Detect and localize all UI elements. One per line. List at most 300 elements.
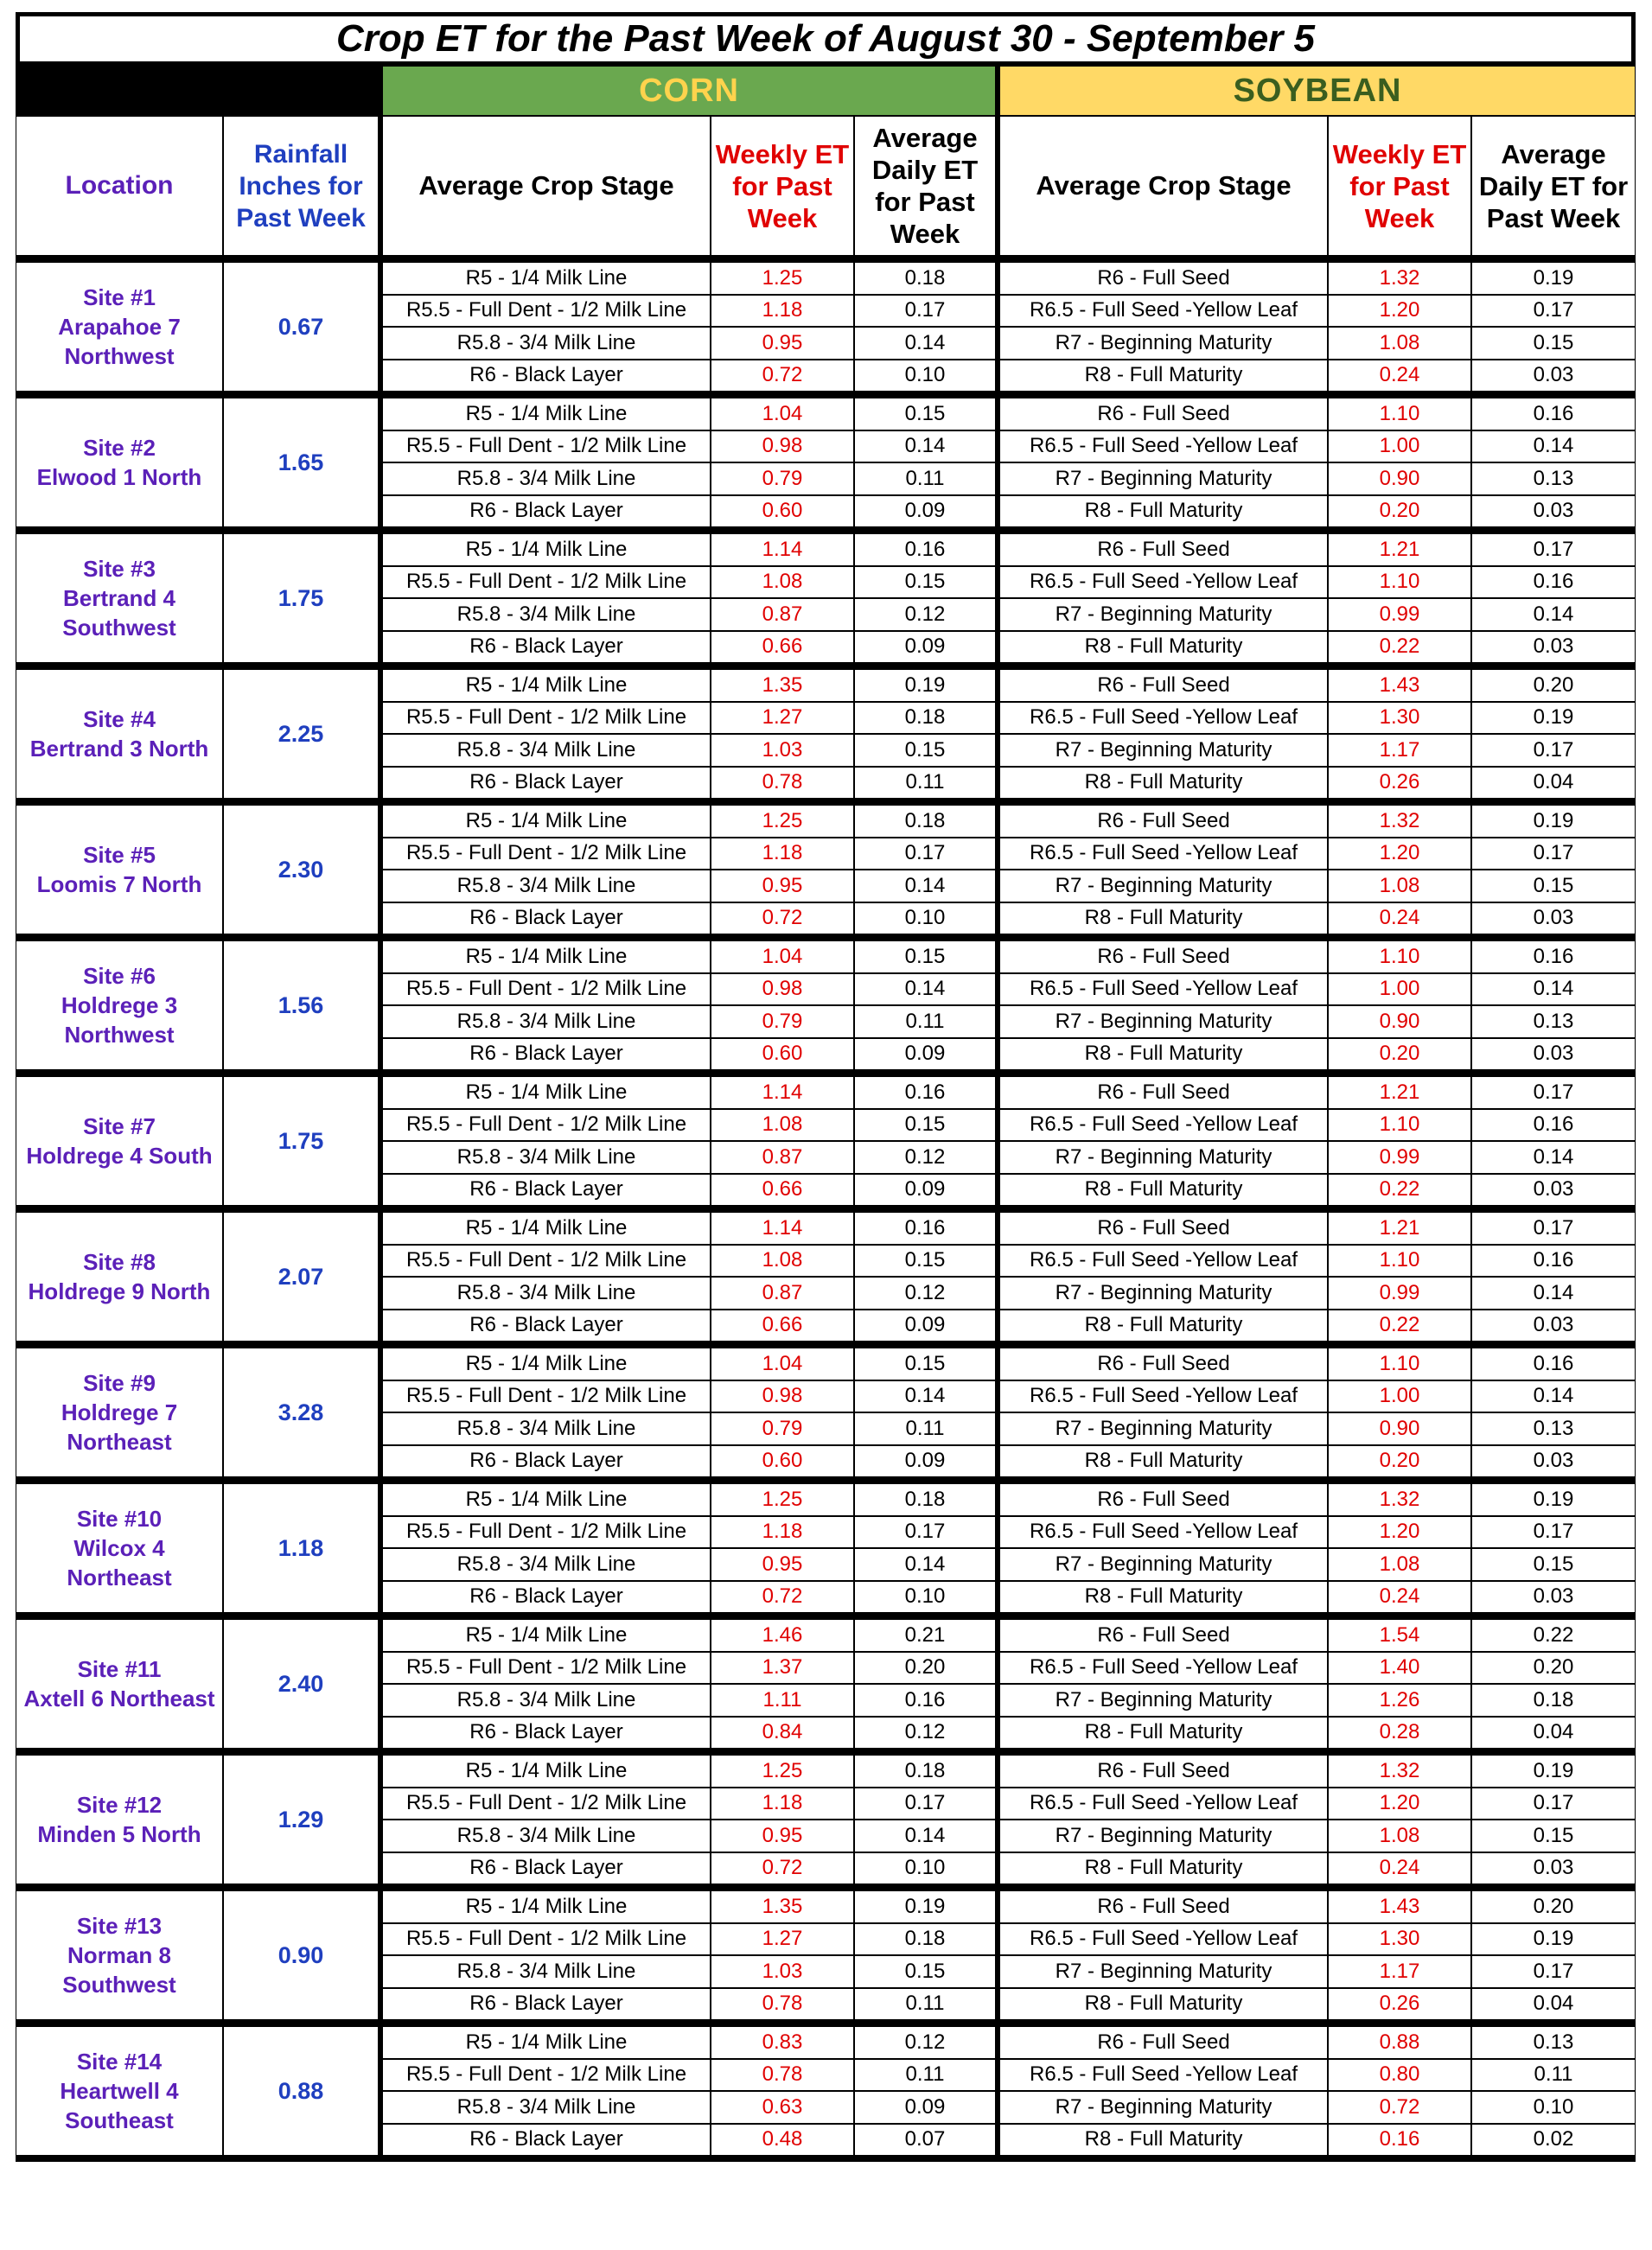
corn-stage: R6 - Black Layer — [379, 1174, 711, 1207]
corn-daily-et: 0.12 — [854, 1277, 996, 1310]
soy-stage: R6 - Full Seed — [996, 2026, 1328, 2059]
blank-header-cell — [16, 66, 379, 116]
soy-stage: R6 - Full Seed — [996, 1076, 1328, 1109]
corn-weekly-et: 0.63 — [711, 2091, 854, 2124]
soy-stage: R6 - Full Seed — [996, 1212, 1328, 1245]
corn-daily-et: 0.15 — [854, 1955, 996, 1988]
corn-weekly-et: 0.78 — [711, 1988, 854, 2021]
site-location-line: Site #5 — [83, 842, 156, 868]
separator-cell — [16, 1206, 1636, 1212]
soy-stage: R6 - Full Seed — [996, 940, 1328, 973]
corn-weekly-et: 0.79 — [711, 1412, 854, 1445]
corn-stage: R5.8 - 3/4 Milk Line — [379, 1005, 711, 1038]
corn-weekly-et: 0.78 — [711, 2059, 854, 2092]
corn-weekly-et: 0.95 — [711, 870, 854, 902]
table-row — [16, 1483, 1636, 1516]
soy-stage: R6.5 - Full Seed -Yellow Leaf — [996, 973, 1328, 1006]
soy-daily-et: 0.16 — [1471, 940, 1636, 973]
corn-daily-et: 0.18 — [854, 805, 996, 838]
soy-weekly-et: 1.54 — [1328, 1619, 1471, 1652]
site-separator — [16, 1613, 1636, 1619]
corn-weekly-et: 1.25 — [711, 805, 854, 838]
separator-cell — [16, 799, 1636, 805]
corn-stage: R5 - 1/4 Milk Line — [379, 1619, 711, 1652]
site-separator — [16, 527, 1636, 533]
site-location-line: Holdrege 3 — [61, 992, 178, 1018]
soy-daily-et: 0.03 — [1471, 1852, 1636, 1885]
corn-daily-et: 0.15 — [854, 1109, 996, 1142]
corn-daily-et: 0.12 — [854, 1141, 996, 1174]
soy-daily-et: 0.17 — [1471, 1788, 1636, 1820]
corn-stage: R5.5 - Full Dent - 1/2 Milk Line — [379, 1516, 711, 1549]
soy-daily-et: 0.17 — [1471, 1955, 1636, 1988]
site-location-line: Southwest — [62, 615, 176, 641]
corn-daily-et: 0.18 — [854, 702, 996, 735]
soy-daily-et: 0.13 — [1471, 2026, 1636, 2059]
separator-cell — [16, 392, 1636, 398]
corn-weekly-et: 0.72 — [711, 1581, 854, 1614]
site-location-line: Minden 5 North — [37, 1821, 201, 1847]
soy-stage: R8 - Full Maturity — [996, 1445, 1328, 1478]
soy-weekly-et: 1.30 — [1328, 1923, 1471, 1956]
site-location-line: Southeast — [65, 2107, 174, 2133]
corn-stage: R5.8 - 3/4 Milk Line — [379, 1548, 711, 1581]
soy-stage: R6.5 - Full Seed -Yellow Leaf — [996, 566, 1328, 599]
site-location-line: Site #1 — [83, 284, 156, 310]
corn-weekly-et: 1.35 — [711, 669, 854, 702]
soy-weekly-et: 0.88 — [1328, 2026, 1471, 2059]
soy-daily-et: 0.20 — [1471, 669, 1636, 702]
corn-daily-et: 0.18 — [854, 1923, 996, 1956]
corn-weekly-et: 1.03 — [711, 1955, 854, 1988]
corn-stage: R5.8 - 3/4 Milk Line — [379, 2091, 711, 2124]
soy-weekly-et: 1.20 — [1328, 1516, 1471, 1549]
corn-weekly-et: 1.04 — [711, 940, 854, 973]
soy-weekly-et: 0.24 — [1328, 1852, 1471, 1885]
soy-stage: R6 - Full Seed — [996, 669, 1328, 702]
corn-weekly-et: 1.04 — [711, 398, 854, 430]
soy-stage: R7 - Beginning Maturity — [996, 1548, 1328, 1581]
soy-weekly-et: 0.90 — [1328, 462, 1471, 495]
corn-daily-et: 0.10 — [854, 1852, 996, 1885]
soy-daily-et: 0.17 — [1471, 1516, 1636, 1549]
corn-daily-et: 0.16 — [854, 1212, 996, 1245]
site-location — [16, 805, 223, 934]
soy-daily-et: 0.15 — [1471, 1820, 1636, 1852]
soy-daily-et: 0.16 — [1471, 1348, 1636, 1380]
corn-daily-et: 0.11 — [854, 462, 996, 495]
separator-cell — [16, 2020, 1636, 2026]
table-row — [16, 805, 1636, 838]
soy-stage: R6 - Full Seed — [996, 533, 1328, 566]
site-separator — [16, 1477, 1636, 1483]
corn-stage: R5.8 - 3/4 Milk Line — [379, 462, 711, 495]
corn-daily-et: 0.18 — [854, 1755, 996, 1788]
corn-daily-et: 0.15 — [854, 940, 996, 973]
soy-stage: R7 - Beginning Maturity — [996, 1955, 1328, 1988]
rainfall-value: 1.65 — [223, 398, 379, 527]
corn-stage: R6 - Black Layer — [379, 1310, 711, 1342]
rainfall-value: 2.07 — [223, 1212, 379, 1342]
corn-daily-et: 0.09 — [854, 1310, 996, 1342]
corn-stage: R5.5 - Full Dent - 1/2 Milk Line — [379, 430, 711, 463]
site-separator — [16, 392, 1636, 398]
soy-weekly-et: 1.10 — [1328, 398, 1471, 430]
soy-daily-et: 0.13 — [1471, 1005, 1636, 1038]
corn-stage: R5 - 1/4 Milk Line — [379, 805, 711, 838]
soy-weekly-et: 1.20 — [1328, 838, 1471, 870]
soy-stage-header: Average Crop Stage — [996, 116, 1328, 256]
site-location — [16, 1076, 223, 1206]
corn-stage: R5.5 - Full Dent - 1/2 Milk Line — [379, 1788, 711, 1820]
soy-daily-et: 0.16 — [1471, 1245, 1636, 1278]
soy-daily-et: 0.04 — [1471, 1717, 1636, 1750]
soy-stage: R7 - Beginning Maturity — [996, 1005, 1328, 1038]
soy-weekly-et: 1.08 — [1328, 1820, 1471, 1852]
rainfall-value: 0.67 — [223, 262, 379, 392]
rainfall-value: 0.88 — [223, 2026, 379, 2156]
corn-daily-et: 0.14 — [854, 1380, 996, 1413]
soy-stage: R8 - Full Maturity — [996, 902, 1328, 935]
corn-daily-et: 0.19 — [854, 1890, 996, 1923]
corn-weekly-et: 0.66 — [711, 1174, 854, 1207]
soy-weekly-et: 0.16 — [1328, 2124, 1471, 2157]
corn-weekly-et: 1.14 — [711, 1076, 854, 1109]
corn-stage: R6 - Black Layer — [379, 767, 711, 800]
soy-stage: R6.5 - Full Seed -Yellow Leaf — [996, 295, 1328, 328]
rainfall-header: Rainfall Inches for Past Week — [223, 116, 379, 256]
site-location — [16, 1619, 223, 1749]
soy-daily-et: 0.17 — [1471, 295, 1636, 328]
site-location-line: Heartwell 4 — [60, 2078, 179, 2104]
corn-weekly-et: 1.27 — [711, 1923, 854, 1956]
site-location-line: Holdrege 7 — [61, 1399, 178, 1425]
corn-daily-et: 0.11 — [854, 2059, 996, 2092]
table-row — [16, 398, 1636, 430]
corn-weekly-et: 1.46 — [711, 1619, 854, 1652]
soy-stage: R7 - Beginning Maturity — [996, 2091, 1328, 2124]
rainfall-value: 1.18 — [223, 1483, 379, 1613]
soy-stage: R8 - Full Maturity — [996, 1038, 1328, 1071]
corn-daily-et: 0.19 — [854, 669, 996, 702]
soy-weekly-et: 1.43 — [1328, 669, 1471, 702]
corn-stage: R6 - Black Layer — [379, 1988, 711, 2021]
corn-weekly-et: 0.66 — [711, 1310, 854, 1342]
soy-stage: R8 - Full Maturity — [996, 631, 1328, 664]
corn-daily-et: 0.11 — [854, 1988, 996, 2021]
soy-daily-et: 0.14 — [1471, 1277, 1636, 1310]
site-separator — [16, 1749, 1636, 1755]
corn-weekly-et: 1.18 — [711, 838, 854, 870]
corn-stage: R5.8 - 3/4 Milk Line — [379, 598, 711, 631]
soy-stage: R6.5 - Full Seed -Yellow Leaf — [996, 1245, 1328, 1278]
crop-header-row — [16, 66, 1636, 116]
corn-daily-et: 0.09 — [854, 1038, 996, 1071]
corn-weekly-et-header: Weekly ET for Past Week — [711, 116, 854, 256]
table-row — [16, 1076, 1636, 1109]
soy-stage: R6 - Full Seed — [996, 1483, 1328, 1516]
soy-weekly-et: 0.24 — [1328, 360, 1471, 392]
corn-weekly-et: 0.87 — [711, 1277, 854, 1310]
table-row — [16, 1348, 1636, 1380]
corn-weekly-et: 1.14 — [711, 1212, 854, 1245]
soy-daily-et: 0.17 — [1471, 1212, 1636, 1245]
corn-daily-et: 0.14 — [854, 870, 996, 902]
corn-stage: R6 - Black Layer — [379, 495, 711, 528]
site-separator — [16, 1342, 1636, 1348]
corn-daily-et: 0.11 — [854, 1005, 996, 1038]
separator-cell — [16, 2156, 1636, 2162]
soy-stage: R8 - Full Maturity — [996, 1852, 1328, 1885]
corn-weekly-et: 1.08 — [711, 1245, 854, 1278]
corn-weekly-et: 0.87 — [711, 598, 854, 631]
soy-stage: R7 - Beginning Maturity — [996, 734, 1328, 767]
soy-daily-et: 0.19 — [1471, 702, 1636, 735]
corn-daily-et: 0.07 — [854, 2124, 996, 2157]
soy-stage: R7 - Beginning Maturity — [996, 462, 1328, 495]
soy-stage: R6.5 - Full Seed -Yellow Leaf — [996, 430, 1328, 463]
site-location-line: Site #7 — [83, 1113, 156, 1139]
separator-cell — [16, 1613, 1636, 1619]
soy-stage: R6 - Full Seed — [996, 1619, 1328, 1652]
table-row — [16, 940, 1636, 973]
corn-weekly-et: 0.60 — [711, 1445, 854, 1478]
soy-weekly-et: 1.32 — [1328, 262, 1471, 295]
site-location-line: Wilcox 4 — [73, 1535, 165, 1561]
corn-stage: R5.5 - Full Dent - 1/2 Milk Line — [379, 1109, 711, 1142]
site-location-line: Axtell 6 Northeast — [23, 1686, 215, 1711]
soy-weekly-et: 1.32 — [1328, 1755, 1471, 1788]
soy-weekly-et: 1.43 — [1328, 1890, 1471, 1923]
table-row — [16, 669, 1636, 702]
soy-weekly-et: 1.00 — [1328, 1380, 1471, 1413]
corn-daily-et: 0.14 — [854, 1820, 996, 1852]
site-location-line: Southwest — [62, 1972, 176, 1998]
corn-weekly-et: 0.95 — [711, 1820, 854, 1852]
separator-cell — [16, 1749, 1636, 1755]
soy-stage: R6 - Full Seed — [996, 805, 1328, 838]
soy-daily-et: 0.14 — [1471, 430, 1636, 463]
soy-weekly-et: 0.22 — [1328, 1310, 1471, 1342]
soy-weekly-et: 0.90 — [1328, 1412, 1471, 1445]
soy-weekly-et: 1.17 — [1328, 734, 1471, 767]
corn-daily-et: 0.15 — [854, 566, 996, 599]
rainfall-value: 1.75 — [223, 1076, 379, 1206]
corn-daily-et: 0.09 — [854, 2091, 996, 2124]
corn-stage: R5.5 - Full Dent - 1/2 Milk Line — [379, 973, 711, 1006]
soy-daily-et: 0.04 — [1471, 767, 1636, 800]
soy-weekly-et: 1.20 — [1328, 295, 1471, 328]
soy-weekly-et: 1.00 — [1328, 973, 1471, 1006]
corn-stage: R6 - Black Layer — [379, 1445, 711, 1478]
soy-stage: R8 - Full Maturity — [996, 1174, 1328, 1207]
site-location-line: Holdrege 4 South — [26, 1143, 213, 1169]
corn-stage: R5.8 - 3/4 Milk Line — [379, 1277, 711, 1310]
corn-stage: R5.8 - 3/4 Milk Line — [379, 327, 711, 360]
corn-daily-et: 0.12 — [854, 598, 996, 631]
soy-stage: R7 - Beginning Maturity — [996, 1820, 1328, 1852]
site-separator — [16, 934, 1636, 940]
corn-daily-et: 0.11 — [854, 1412, 996, 1445]
soy-daily-et: 0.03 — [1471, 1581, 1636, 1614]
corn-daily-et: 0.09 — [854, 1174, 996, 1207]
site-separator — [16, 1884, 1636, 1890]
soy-stage: R8 - Full Maturity — [996, 360, 1328, 392]
corn-daily-et-header: Average Daily ET for Past Week — [854, 116, 996, 256]
corn-stage: R5 - 1/4 Milk Line — [379, 1755, 711, 1788]
soy-daily-et: 0.15 — [1471, 870, 1636, 902]
corn-weekly-et: 0.98 — [711, 430, 854, 463]
soy-daily-et: 0.19 — [1471, 262, 1636, 295]
corn-daily-et: 0.18 — [854, 1483, 996, 1516]
soy-daily-et: 0.16 — [1471, 398, 1636, 430]
soy-daily-et: 0.04 — [1471, 1988, 1636, 2021]
corn-weekly-et: 0.60 — [711, 495, 854, 528]
soy-stage: R6.5 - Full Seed -Yellow Leaf — [996, 1109, 1328, 1142]
soy-daily-et: 0.19 — [1471, 1923, 1636, 1956]
soy-daily-et: 0.03 — [1471, 1038, 1636, 1071]
corn-daily-et: 0.12 — [854, 1717, 996, 1750]
soy-daily-et: 0.03 — [1471, 1174, 1636, 1207]
soy-weekly-et: 1.40 — [1328, 1652, 1471, 1685]
soy-daily-et: 0.18 — [1471, 1684, 1636, 1717]
soy-daily-et: 0.16 — [1471, 566, 1636, 599]
site-location-line: Northwest — [64, 1022, 175, 1048]
site-location-line: Site #10 — [76, 1506, 163, 1532]
corn-weekly-et: 1.18 — [711, 295, 854, 328]
corn-stage: R6 - Black Layer — [379, 902, 711, 935]
corn-stage: R5.5 - Full Dent - 1/2 Milk Line — [379, 295, 711, 328]
soy-daily-et: 0.14 — [1471, 1141, 1636, 1174]
soy-weekly-et: 1.00 — [1328, 430, 1471, 463]
soy-daily-et: 0.03 — [1471, 631, 1636, 664]
soy-weekly-et: 0.26 — [1328, 1988, 1471, 2021]
corn-stage: R5.8 - 3/4 Milk Line — [379, 1684, 711, 1717]
corn-stage: R6 - Black Layer — [379, 1038, 711, 1071]
rainfall-value: 1.75 — [223, 533, 379, 663]
corn-daily-et: 0.14 — [854, 327, 996, 360]
corn-stage: R5 - 1/4 Milk Line — [379, 669, 711, 702]
site-location-line: Site #2 — [83, 435, 156, 461]
soy-daily-et: 0.13 — [1471, 462, 1636, 495]
corn-stage: R5.8 - 3/4 Milk Line — [379, 1820, 711, 1852]
soy-daily-et: 0.14 — [1471, 598, 1636, 631]
corn-daily-et: 0.16 — [854, 533, 996, 566]
corn-weekly-et: 0.72 — [711, 360, 854, 392]
soy-weekly-et: 0.72 — [1328, 2091, 1471, 2124]
soy-stage: R6.5 - Full Seed -Yellow Leaf — [996, 702, 1328, 735]
corn-weekly-et: 0.66 — [711, 631, 854, 664]
corn-daily-et: 0.15 — [854, 398, 996, 430]
corn-weekly-et: 0.95 — [711, 1548, 854, 1581]
soy-daily-et: 0.17 — [1471, 734, 1636, 767]
corn-stage: R5 - 1/4 Milk Line — [379, 1212, 711, 1245]
rainfall-value: 0.90 — [223, 1890, 379, 2020]
soy-weekly-et: 0.99 — [1328, 1277, 1471, 1310]
soy-stage: R8 - Full Maturity — [996, 1310, 1328, 1342]
soy-stage: R6.5 - Full Seed -Yellow Leaf — [996, 1380, 1328, 1413]
corn-daily-et: 0.09 — [854, 1445, 996, 1478]
soy-daily-et: 0.19 — [1471, 1755, 1636, 1788]
soy-daily-et: 0.19 — [1471, 805, 1636, 838]
soy-stage: R8 - Full Maturity — [996, 2124, 1328, 2157]
soy-stage: R8 - Full Maturity — [996, 1717, 1328, 1750]
corn-weekly-et: 0.72 — [711, 1852, 854, 1885]
corn-daily-et: 0.20 — [854, 1652, 996, 1685]
corn-stage: R5.8 - 3/4 Milk Line — [379, 1141, 711, 1174]
corn-daily-et: 0.16 — [854, 1684, 996, 1717]
site-location-line: Arapahoe 7 — [58, 314, 181, 340]
soy-stage: R7 - Beginning Maturity — [996, 1141, 1328, 1174]
site-separator — [16, 256, 1636, 262]
corn-stage: R5 - 1/4 Milk Line — [379, 1483, 711, 1516]
soy-daily-et: 0.14 — [1471, 1380, 1636, 1413]
corn-weekly-et: 0.72 — [711, 902, 854, 935]
corn-weekly-et: 1.08 — [711, 1109, 854, 1142]
soy-stage: R7 - Beginning Maturity — [996, 1277, 1328, 1310]
soy-weekly-et: 1.10 — [1328, 566, 1471, 599]
corn-weekly-et: 1.35 — [711, 1890, 854, 1923]
soy-weekly-et: 0.24 — [1328, 902, 1471, 935]
corn-stage: R5.8 - 3/4 Milk Line — [379, 870, 711, 902]
site-location-line: Loomis 7 North — [36, 871, 202, 897]
corn-stage: R5 - 1/4 Milk Line — [379, 940, 711, 973]
corn-stage: R6 - Black Layer — [379, 2124, 711, 2157]
site-location — [16, 1348, 223, 1477]
corn-daily-et: 0.15 — [854, 734, 996, 767]
corn-daily-et: 0.15 — [854, 1348, 996, 1380]
report-title: Crop ET for the Past Week of August 30 - September 5 — [16, 12, 1636, 66]
site-location — [16, 2026, 223, 2156]
corn-stage: R5 - 1/4 Milk Line — [379, 262, 711, 295]
soy-weekly-et: 0.20 — [1328, 1038, 1471, 1071]
table-row — [16, 1755, 1636, 1788]
rainfall-value: 1.29 — [223, 1755, 379, 1884]
soy-weekly-et: 0.99 — [1328, 1141, 1471, 1174]
corn-stage: R5 - 1/4 Milk Line — [379, 1076, 711, 1109]
site-location-line: Northwest — [64, 343, 175, 369]
table-row — [16, 2026, 1636, 2059]
soy-stage: R6.5 - Full Seed -Yellow Leaf — [996, 1516, 1328, 1549]
corn-stage: R5.5 - Full Dent - 1/2 Milk Line — [379, 702, 711, 735]
soy-weekly-et: 1.20 — [1328, 1788, 1471, 1820]
rainfall-value: 1.56 — [223, 940, 379, 1070]
corn-stage: R6 - Black Layer — [379, 1852, 711, 1885]
corn-daily-et: 0.10 — [854, 1581, 996, 1614]
soy-stage: R7 - Beginning Maturity — [996, 870, 1328, 902]
corn-daily-et: 0.12 — [854, 2026, 996, 2059]
corn-stage: R5.8 - 3/4 Milk Line — [379, 1955, 711, 1988]
site-location-line: Site #13 — [76, 1913, 163, 1939]
corn-weekly-et: 0.95 — [711, 327, 854, 360]
rainfall-value: 2.25 — [223, 669, 379, 799]
corn-weekly-et: 1.14 — [711, 533, 854, 566]
site-separator — [16, 1070, 1636, 1076]
corn-weekly-et: 1.27 — [711, 702, 854, 735]
separator-cell — [16, 1884, 1636, 1890]
soy-weekly-et: 1.21 — [1328, 533, 1471, 566]
corn-header: CORN — [379, 66, 996, 116]
corn-stage: R5.5 - Full Dent - 1/2 Milk Line — [379, 1245, 711, 1278]
corn-daily-et: 0.14 — [854, 973, 996, 1006]
soy-stage: R6.5 - Full Seed -Yellow Leaf — [996, 1923, 1328, 1956]
soy-daily-et: 0.13 — [1471, 1412, 1636, 1445]
site-separator — [16, 663, 1636, 669]
corn-daily-et: 0.14 — [854, 1548, 996, 1581]
soy-daily-et: 0.02 — [1471, 2124, 1636, 2157]
corn-daily-et: 0.10 — [854, 902, 996, 935]
corn-stage: R5.8 - 3/4 Milk Line — [379, 1412, 711, 1445]
